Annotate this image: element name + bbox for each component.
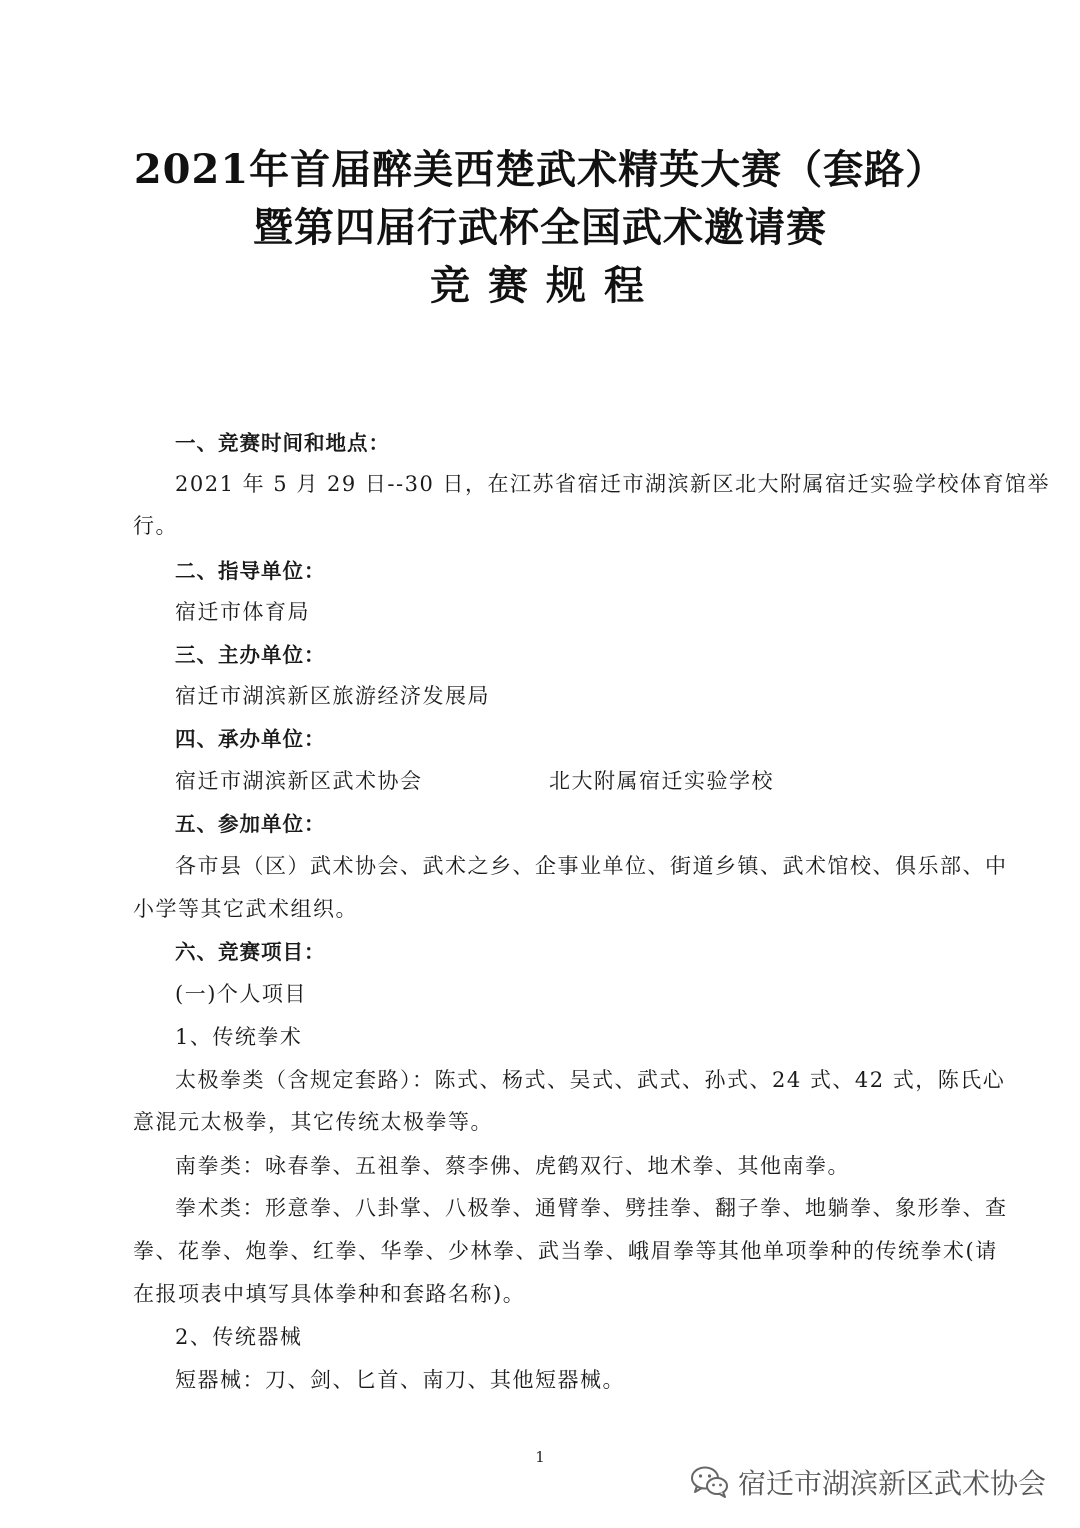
section-heading-3: 三、主办单位：: [175, 643, 326, 667]
section-heading-2: 二、指导单位：: [175, 559, 326, 583]
wechat-watermark: [690, 1462, 1046, 1502]
section-text-4a: 宿迁市湖滨新区武术协会: [175, 769, 423, 793]
quanshu-text-a: 拳术类：形意拳、八卦掌、八极拳、通臂拳、劈挂拳、翻子拳、地躺拳、象形拳、查: [175, 1196, 1008, 1220]
section-heading-6: 六、竞赛项目：: [175, 940, 326, 964]
short-weapons-text: 短器械：刀、剑、匕首、南刀、其他短器械。: [175, 1368, 625, 1392]
title-line-3: 竞赛规程: [430, 262, 662, 309]
taiji-text-b: 意混元太极拳，其它传统太极拳等。: [133, 1110, 493, 1134]
section-text-5a: 各市县（区）武术协会、武术之乡、企事业单位、街道乡镇、武术馆校、俱乐部、中: [175, 854, 1008, 878]
section-text-1b: 行。: [133, 514, 178, 538]
item-traditional-boxing: 1、传统拳术: [175, 1025, 303, 1049]
section-heading-5: 五、参加单位：: [175, 812, 326, 836]
title-line-2: 暨第四届行武杯全国武术邀请赛: [253, 204, 827, 251]
taiji-text-a: 太极拳类（含规定套路）：陈式、杨式、吴式、武式、孙式、24 式、42 式，陈氏心: [175, 1068, 1006, 1092]
item-traditional-weapons: 2、传统器械: [175, 1325, 303, 1349]
wechat-icon: [690, 1465, 730, 1499]
section-text-3: 宿迁市湖滨新区旅游经济发展局: [175, 684, 490, 708]
subsection-individual: (一)个人项目: [175, 982, 307, 1006]
section-text-1a: 2021 年 5 月 29 日--30 日，在江苏省宿迁市湖滨新区北大附属宿迁实验学校体育馆举: [175, 472, 1050, 496]
title-line-1: 2021年首届醉美西楚武术精英大赛（套路）: [133, 146, 947, 193]
section-text-4b: 北大附属宿迁实验学校: [549, 769, 774, 793]
section-text-5b: 小学等其它武术组织。: [133, 897, 358, 921]
section-heading-4: 四、承办单位：: [175, 727, 326, 751]
section-text-2: 宿迁市体育局: [175, 600, 310, 624]
quanshu-text-c: 在报项表中填写具体拳种和套路名称)。: [133, 1282, 526, 1306]
quanshu-text-b: 拳、花拳、炮拳、红拳、华拳、少林拳、武当拳、峨眉拳等其他单项拳种的传统拳术(请: [133, 1239, 998, 1263]
page-number: 1: [535, 1448, 545, 1466]
watermark-text: 宿迁市湖滨新区武术协会: [737, 1467, 1046, 1500]
nanquan-text: 南拳类：咏春拳、五祖拳、蔡李佛、虎鹤双行、地术拳、其他南拳。: [175, 1154, 850, 1178]
section-heading-1: 一、竞赛时间和地点：: [175, 431, 390, 455]
